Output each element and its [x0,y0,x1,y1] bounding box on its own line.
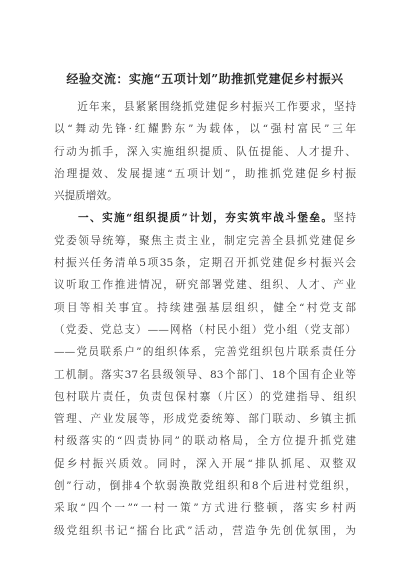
section-heading-tail: 坚持 [333,212,357,225]
paragraph-2-line: 促乡村振兴质效。同时，深入开展“排队抓尾、双整双 [54,457,356,470]
paragraph-2-line: 议听取工作推进情况，研究部署党建、组织、人才、产业 [54,279,356,292]
paragraph-2-line: 包村联片责任，负责包保村寨（片区）的党建指导、组织 [54,390,356,403]
paragraph-2-line: （党委、党总支）——网格（村民小组）党小组（党支部） [54,323,356,336]
section-heading: 一、实施“组织提质”计划，夯实筑牢战斗堡垒。 [54,212,334,225]
section-heading-line [54,207,356,229]
paragraph-1-line: 治理提效、发展提速“五项计划”，助推抓党建促乡村振 [54,167,356,180]
paragraph-1-line: 兴提质增效。 [54,190,118,203]
paragraph-1-line: 行动为抓手，深入实施组织提质、队伍提能、人才提升、 [54,145,356,158]
paragraph-1-line: 近年来，县紧紧围绕抓党建促乡村振兴工作要求，坚持 [54,101,356,113]
paragraph-2-line: 采取“四个一”“一村一策”方式进行整顿，落实乡村两 [54,502,356,515]
paragraph-2-line: 工机制。落实37名县级领导、83个部门、18个国有企业等 [54,368,356,381]
document-title: 经验交流：实施“五项计划”助推抓党建促乡村振兴 [66,72,344,86]
paragraph-2-line: 党委领导统筹，聚焦主责主业，制定完善全县抓党建促乡 [54,234,356,247]
paragraph-1-line: 以“舞动先锋·红耀黔东”为载体，以“强村富民”三年 [54,123,356,136]
document-body [54,96,356,542]
paragraph-2-line: 创”行动，倒排4个软弱涣散党组织和8个后进村党组织， [54,480,356,493]
paragraph-2-line: 级党组织书记“擂台比武”活动，营造争先创优氛围，为 [54,524,356,537]
paragraph-2-line: ——党员联系户”的组织体系，完善党组织包片联系责任分 [54,346,356,359]
paragraph-2-line: 村振兴任务清单5项35条，定期召开抓党建促乡村振兴会 [54,257,356,270]
paragraph-2-line: 项目等相关事宜。持续建强基层组织，健全“村党支部 [54,301,356,314]
paragraph-2-line: 村级落实的“四责协同”的联动格局，全方位提升抓党建 [54,435,356,448]
paragraph-2-line: 管理、产业发展等，形成党委统筹、部门联动、乡镇主抓 [54,413,356,426]
